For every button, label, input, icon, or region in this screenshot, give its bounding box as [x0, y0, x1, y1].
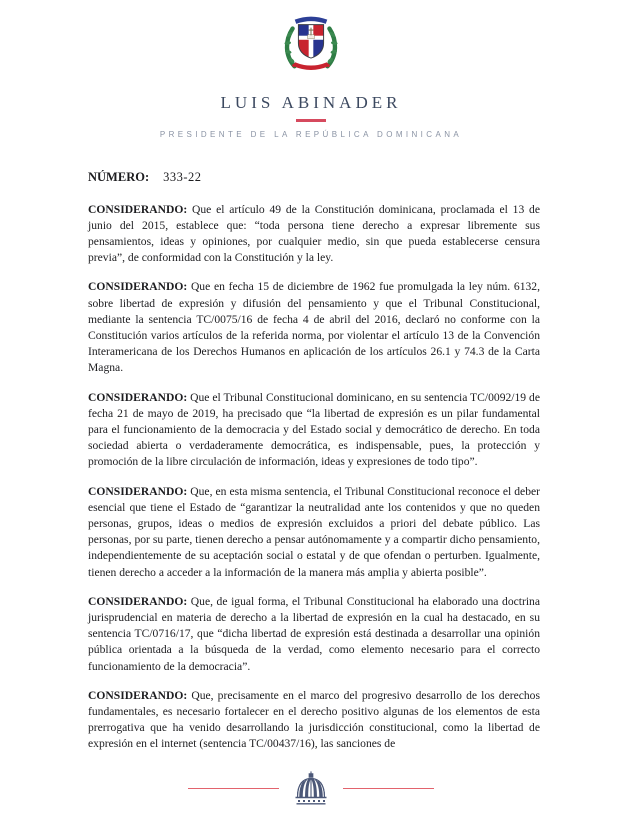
paragraph-lead: CONSIDERANDO: [88, 202, 188, 216]
considerando-paragraph-4 [88, 484, 540, 581]
paragraph-lead: CONSIDERANDO: [88, 280, 188, 294]
document-body [0, 170, 622, 753]
considerando-paragraphs [88, 202, 540, 753]
considerando-paragraph-6 [88, 688, 540, 753]
considerando-paragraph-3 [88, 390, 540, 471]
footer-left-rule [188, 788, 279, 789]
red-divider [296, 119, 326, 122]
paragraph-text: Que, de igual forma, el Tribunal Constitucional ha elaborado una doctrina jurisprudencial en materia de derecho a la libertad de expresión en la cual ha destacado, en su sentencia TC/0716/17, que “dicha libertad de expresión está destinada a desarrollar una opinión pública orientada a la búsqueda de la verdad, como elemento necesario para el correcto funcionamiento de la democracia”. [88, 594, 541, 673]
footer-right-rule [343, 788, 434, 789]
national-palace-dome-icon [292, 771, 330, 805]
considerando-paragraph-1 [88, 202, 540, 267]
paragraph-text: Que, en esta misma sentencia, el Tribunal Constitucional reconoce el deber esencial que tiene el Estado de “garantizar la neutralidad ante los contenidos y que no queden personas, grupos, ideas o medios de expresión excluidos a priori del debate público. Las personas, por su parte, tienen derecho a pensar autónomamente y a compartir dicho pensamiento, independientemente de su aceptación social o estatal y de que ofendan o perturben. Igualmente, tienen derecho a acceder a la información de la manera más amplia y abierta posible”. [88, 484, 540, 579]
considerando-paragraph-2 [88, 279, 540, 376]
document-footer [0, 768, 622, 808]
decree-number-line [88, 170, 540, 185]
paragraph-text: Que el artículo 49 de la Constitución dominicana, proclamada el 13 de junio del 2015, establece que: “toda persona tiene derecho a expresar libremente sus pensamientos, ideas y opiniones, por cualquier medio, sin que pueda establecerse censura previa”, de conformidad con la Constitución y la ley. [88, 202, 540, 265]
document-header [0, 0, 622, 139]
paragraph-text: Que el Tribunal Constitucional dominicano, en su sentencia TC/0092/19 de fecha 21 de mayo de 2019, ha precisado que “la libertad de expresión es un pilar fundamental para el funcionamiento de la democracia y del Estado social y democrático de derecho. En toda sociedad abierta o verdaderamente democrática, es indispensable, pues, la protección y promoción de la libre circulación de información, ideas y expresiones de todo tipo”. [88, 390, 540, 469]
president-title: PRESIDENTE DE LA REPÚBLICA DOMINICANA [159, 129, 463, 139]
paragraph-text: Que en fecha 15 de diciembre de 1962 fue promulgada la ley núm. 6132, sobre libertad de expresión y difusión del pensamiento y que el Tribunal Constitucional, mediante la sentencia TC/0075/16 de fecha 4 de abril del 2016, declaró no conforme con la Constitución varios artículos de la referida norma, por violentar el artículo 13 de la Convención Interamericana de los Derechos Humanos en aplicación de los artículos 26.1 y 74.3 de la Carta Magna. [88, 280, 541, 375]
president-name: LUIS ABINADER [220, 93, 402, 112]
decree-number-label: NÚMERO: [88, 169, 150, 184]
dominican-republic-coat-of-arms-icon [280, 13, 342, 77]
paragraph-text: Que, precisamente en el marco del progresivo desarrollo de los derechos fundamentales, es necesario fortalecer en el derecho positivo algunas de los elementos de esta prerrogativa que ha venido desarrollando la jurisdicción constitucional, como la libertad de expresión en el internet (sentencia TC/00437/16), las sanciones de [88, 688, 540, 751]
paragraph-lead: CONSIDERANDO: [88, 484, 188, 498]
paragraph-lead: CONSIDERANDO: [88, 390, 188, 404]
decree-number-value: 333-22 [163, 169, 202, 184]
paragraph-lead: CONSIDERANDO: [88, 594, 188, 608]
considerando-paragraph-5 [88, 594, 540, 675]
paragraph-lead: CONSIDERANDO: [88, 688, 188, 702]
